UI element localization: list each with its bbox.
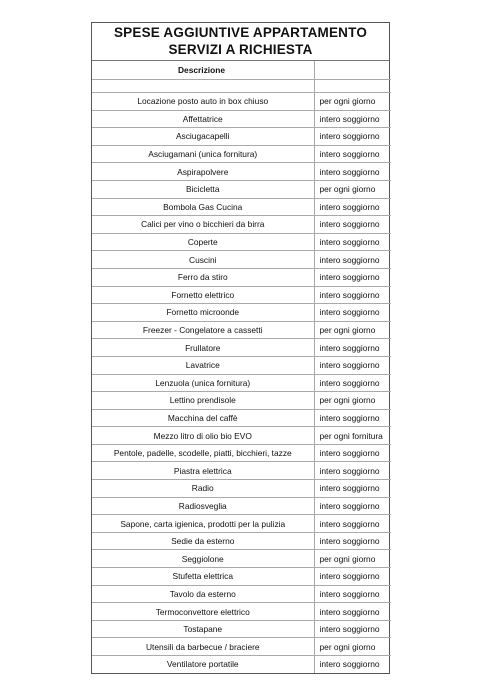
item-period: intero soggiorno	[314, 374, 391, 392]
item-period: intero soggiorno	[314, 339, 391, 357]
item-period: intero soggiorno	[314, 268, 391, 286]
item-description: Bombola Gas Cucina	[92, 198, 314, 216]
table-row	[92, 638, 391, 656]
item-period: intero soggiorno	[314, 480, 391, 498]
table-row	[92, 145, 391, 163]
item-description: Tavolo da esterno	[92, 585, 314, 603]
item-description: Pentole, padelle, scodelle, piatti, bicchieri, tazze	[92, 444, 314, 462]
table-row	[92, 339, 391, 357]
table-row	[92, 392, 391, 410]
item-period: per ogni giorno	[314, 93, 391, 111]
item-description: Aspirapolvere	[92, 163, 314, 181]
item-description: Tostapane	[92, 620, 314, 638]
item-period: intero soggiorno	[314, 110, 391, 128]
table-row	[92, 216, 391, 234]
item-period: intero soggiorno	[314, 603, 391, 621]
table-row	[92, 462, 391, 480]
table-row	[92, 198, 391, 216]
item-period: per ogni giorno	[314, 550, 391, 568]
table-row	[92, 656, 391, 673]
item-period: intero soggiorno	[314, 216, 391, 234]
table-row	[92, 251, 391, 269]
item-period: intero soggiorno	[314, 251, 391, 269]
item-description: Macchina del caffè	[92, 409, 314, 427]
item-description: Sapone, carta igienica, prodotti per la pulizia	[92, 515, 314, 533]
item-period: intero soggiorno	[314, 462, 391, 480]
table-row	[92, 409, 391, 427]
item-description: Lettino prendisole	[92, 392, 314, 410]
table-row	[92, 356, 391, 374]
item-period: intero soggiorno	[314, 128, 391, 146]
item-description: Ferro da stiro	[92, 268, 314, 286]
item-description: Radio	[92, 480, 314, 498]
table-row	[92, 286, 391, 304]
item-description: Lavatrice	[92, 356, 314, 374]
item-period: intero soggiorno	[314, 304, 391, 322]
table-row	[92, 480, 391, 498]
item-period: per ogni fornitura	[314, 427, 391, 445]
table-row	[92, 603, 391, 621]
item-description: Freezer - Congelatore a cassetti	[92, 321, 314, 339]
item-period: intero soggiorno	[314, 620, 391, 638]
table-row	[92, 180, 391, 198]
table-row	[92, 128, 391, 146]
table-row	[92, 163, 391, 181]
table-row	[92, 497, 391, 515]
table-row	[92, 268, 391, 286]
document-title	[92, 23, 389, 61]
table-row	[92, 532, 391, 550]
item-period: intero soggiorno	[314, 568, 391, 586]
table-row	[92, 550, 391, 568]
table-body	[92, 80, 391, 673]
item-period: intero soggiorno	[314, 233, 391, 251]
item-description: Frullatore	[92, 339, 314, 357]
table-row	[92, 620, 391, 638]
table-row	[92, 515, 391, 533]
item-description: Asciugamani (unica fornitura)	[92, 145, 314, 163]
item-description: Piastra elettrica	[92, 462, 314, 480]
table-row	[92, 233, 391, 251]
item-description: Sedie da esterno	[92, 532, 314, 550]
table-row	[92, 374, 391, 392]
table-row	[92, 110, 391, 128]
item-description: Seggiolone	[92, 550, 314, 568]
item-period: intero soggiorno	[314, 198, 391, 216]
item-description: Asciugacapelli	[92, 128, 314, 146]
item-period: per ogni giorno	[314, 180, 391, 198]
item-period: intero soggiorno	[314, 585, 391, 603]
item-description: Fornetto microonde	[92, 304, 314, 322]
item-period: intero soggiorno	[314, 286, 391, 304]
table-row	[92, 568, 391, 586]
table-row	[92, 444, 391, 462]
spacer-row	[92, 80, 391, 93]
table-header-row	[92, 61, 391, 80]
item-description: Bicicletta	[92, 180, 314, 198]
title-line-2: SERVIZI A RICHIESTA	[168, 42, 313, 57]
item-period: intero soggiorno	[314, 356, 391, 374]
item-description: Ventilatore portatile	[92, 656, 314, 673]
item-description: Utensili da barbecue / braciere	[92, 638, 314, 656]
item-period: intero soggiorno	[314, 497, 391, 515]
title-line-1: SPESE AGGIUNTIVE APPARTAMENTO	[113, 25, 368, 40]
item-period: intero soggiorno	[314, 409, 391, 427]
item-period: intero soggiorno	[314, 163, 391, 181]
item-period: intero soggiorno	[319, 659, 380, 670]
item-description: Cuscini	[92, 251, 314, 269]
services-table	[92, 61, 391, 673]
item-description: Stufetta elettrica	[92, 568, 314, 586]
item-description: Locazione posto auto in box chiuso	[92, 93, 314, 111]
column-header-description: Descrizione	[92, 61, 314, 80]
item-description: Coperte	[92, 233, 314, 251]
column-header-period	[314, 61, 391, 80]
item-period: per ogni giorno	[314, 638, 391, 656]
table-row	[92, 585, 391, 603]
item-period: intero soggiorno	[314, 444, 391, 462]
item-description: Lenzuola (unica fornitura)	[92, 374, 314, 392]
item-period: intero soggiorno	[314, 515, 391, 533]
table-row	[92, 427, 391, 445]
item-description: Termoconvettore elettrico	[92, 603, 314, 621]
item-description: Calici per vino o bicchieri da birra	[92, 216, 314, 234]
item-description: Mezzo litro di olio bio EVO	[92, 427, 314, 445]
item-period: per ogni giorno	[314, 392, 391, 410]
price-list-sheet	[91, 22, 390, 674]
item-period: intero soggiorno	[314, 532, 391, 550]
item-description: Radiosveglia	[92, 497, 314, 515]
table-row	[92, 304, 391, 322]
item-description: Affettatrice	[92, 110, 314, 128]
item-period: per ogni giorno	[314, 321, 391, 339]
table-row	[92, 93, 391, 111]
item-description: Fornetto elettrico	[92, 286, 314, 304]
table-row	[92, 321, 391, 339]
item-period: intero soggiorno	[314, 145, 391, 163]
